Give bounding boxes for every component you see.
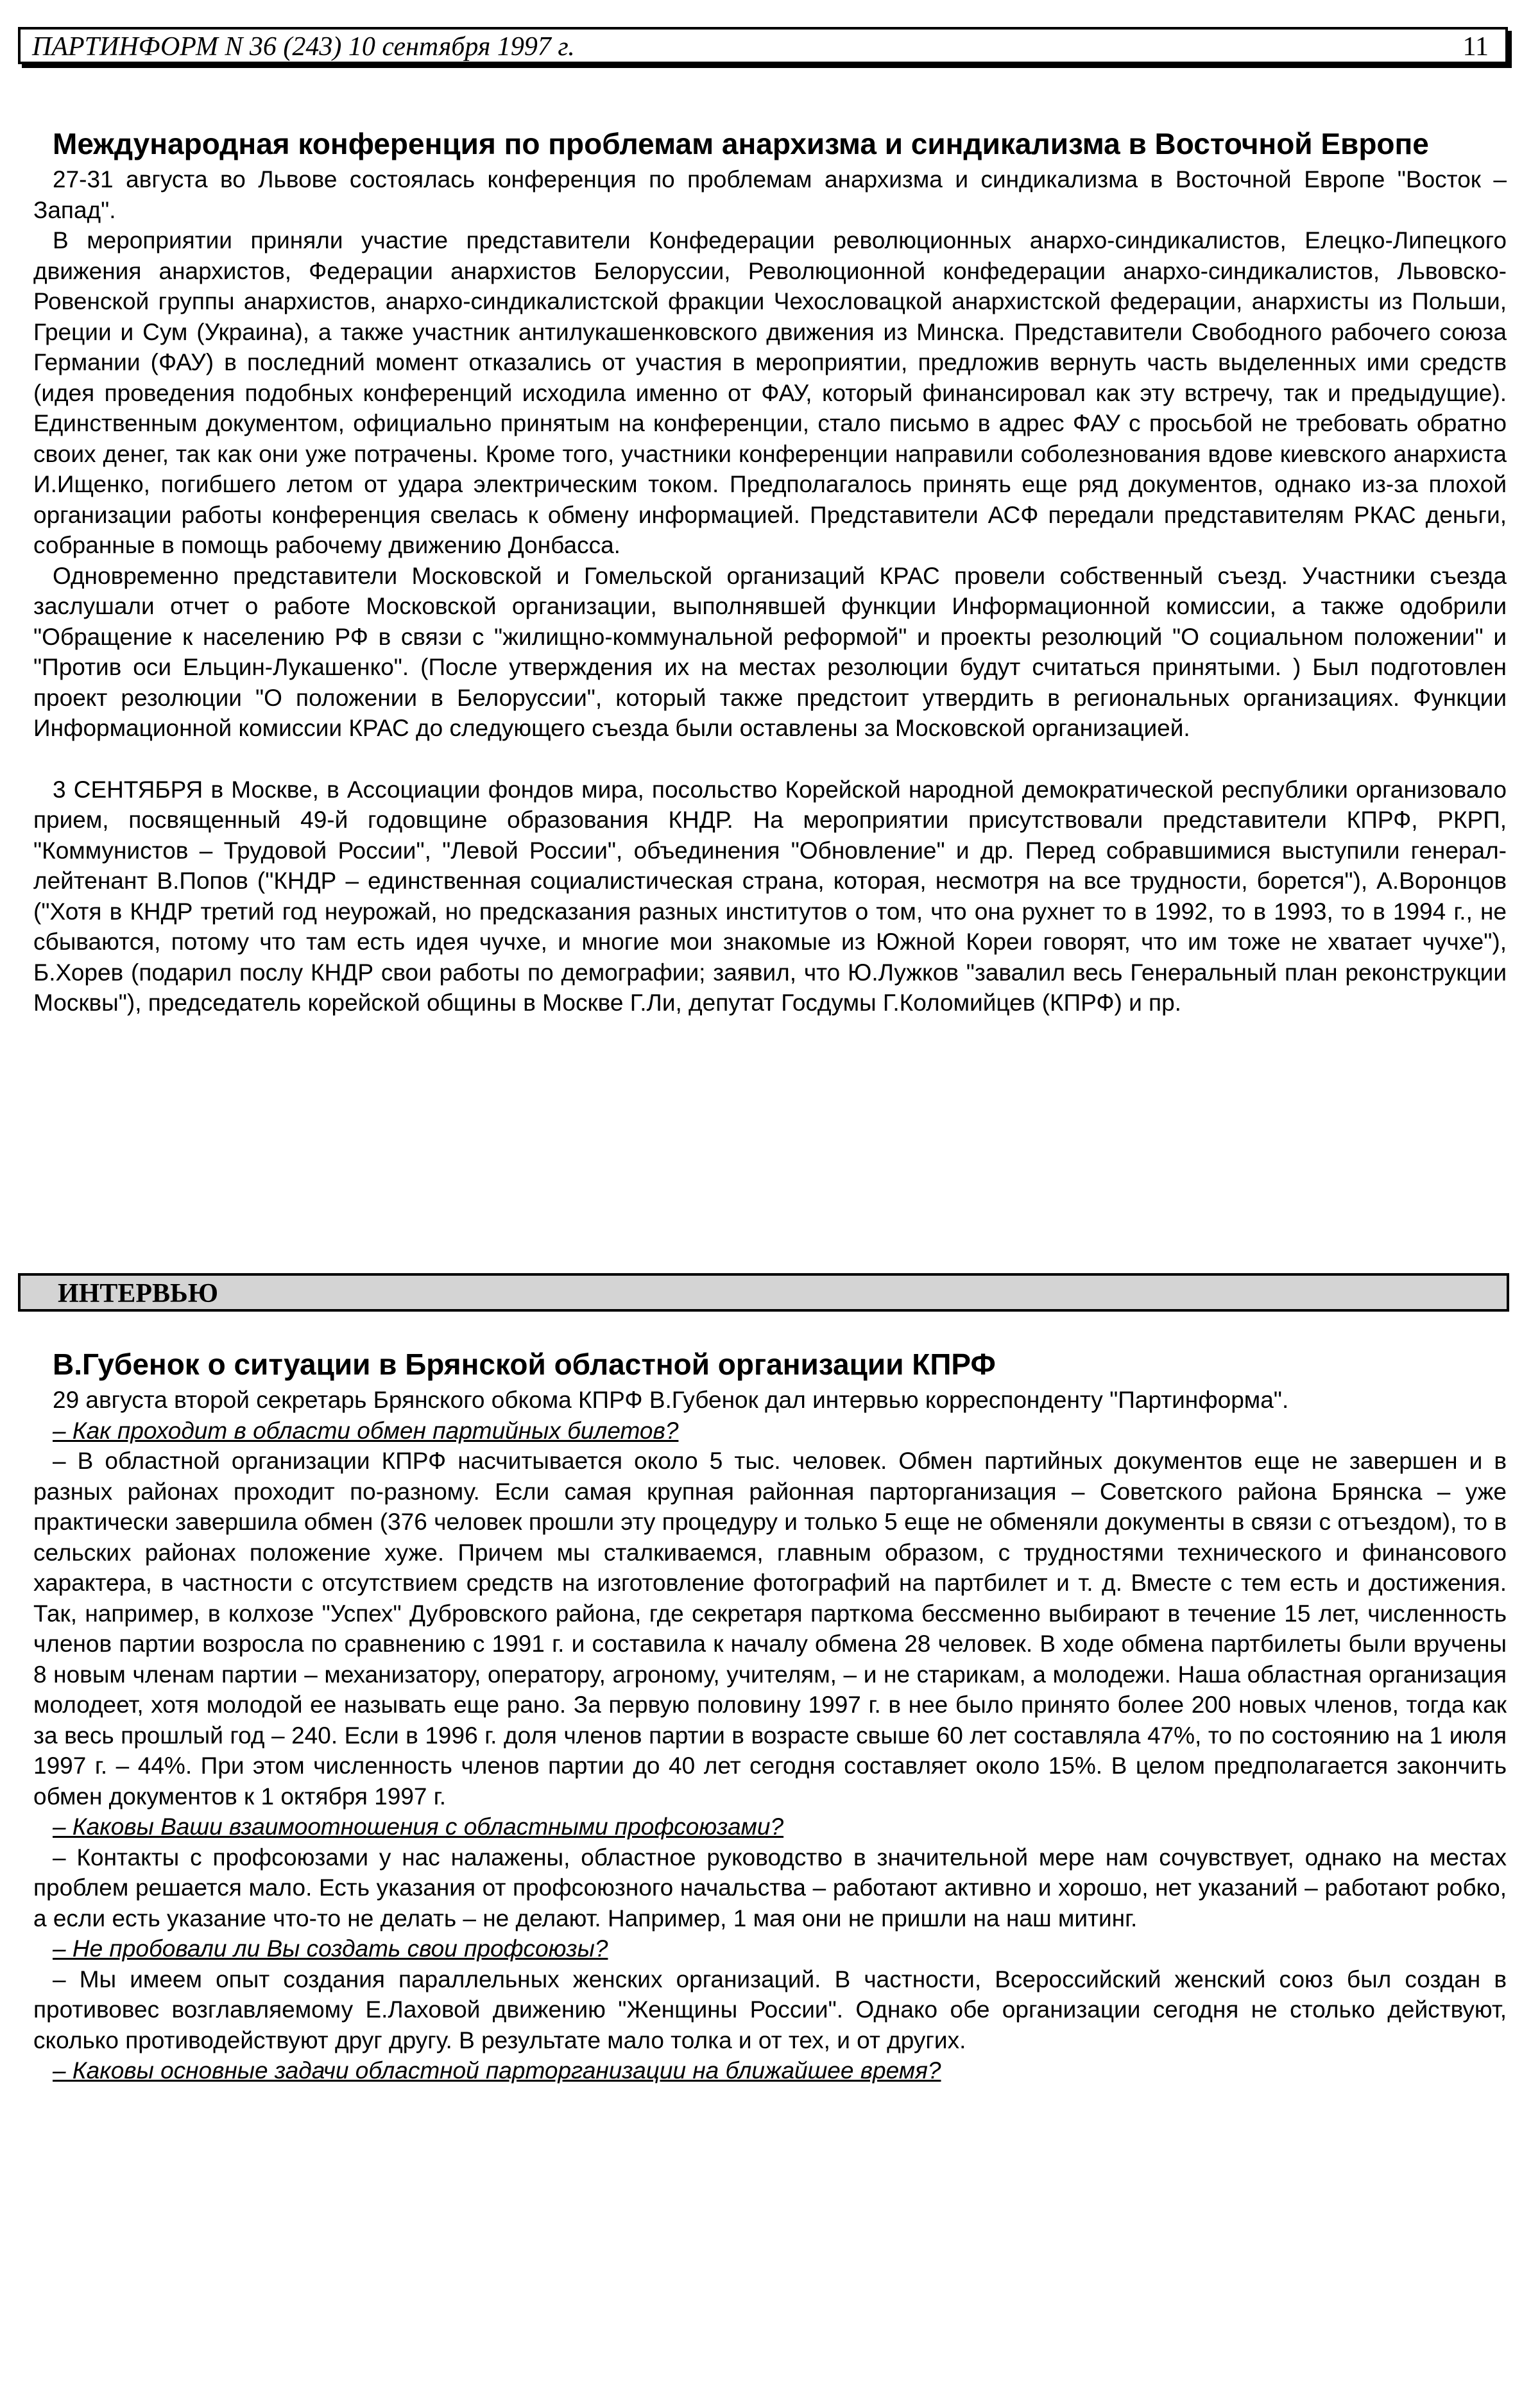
- article-paragraph: В мероприятии приняли участие представители Конфедерации революционных анархо-синдикалистов, Елецко-Липецкого движения анархистов, Федерации анархистов Белоруссии, Революционной конфедерации анархо-синдикалистов, Львовско-Ровенской группы анархистов, анархо-синдикалистской фракции Чехословацкой анархистской федерации, анархисты из Польши, Греции и Сум (Украина), а также участник антилукашенковского движения из Минска. Представители Свободного рабочего союза Германии (ФАУ) в последний момент отказались от участия в мероприятии, предложив вернуть часть выделенных ими средств (идея проведения подобных конференций исходила именно от ФАУ, который финансировал как эту встречу, так и предыдущие). Единственным документом, официально принятым на конференции, стало письмо в адрес ФАУ с просьбой не требовать обратно своих денег, так как они уже потрачены. Кроме того, участники конференции направили соболезнования вдове киевского анархиста И.Ищенко, погибшего летом от удара электрическим током. Предполагалось принять еще ряд документов, однако из-за плохой организации работы конференция свелась к обмену информацией. Представители АСФ передали представителям РКАС деньги, собранные в помощь рабочему движению Донбасса.: [33, 227, 1507, 558]
- page-number: 11: [1462, 32, 1489, 62]
- publication-title: ПАРТИНФОРМ N 36 (243) 10 сентября 1997 г.: [32, 32, 575, 62]
- interview-question: – Каковы Ваши взаимоотношения с областными профсоюзами?: [53, 1813, 784, 1840]
- interview-title: В.Губенок о ситуации в Брянской областной организации КПРФ: [53, 1348, 996, 1381]
- interview-question: – Не пробовали ли Вы создать свои профсоюзы?: [53, 1935, 608, 1962]
- interview-answer: – Контакты с профсоюзами у нас налажены, областное руководство в значительной мере нам сочувствует, однако на местах проблем решается мало. Есть указания от профсоюзного начальства – работают активно и хорошо, нет указаний – работают робко, а если есть указание что-то не делать – не делают. Например, 1 мая они не пришли на наш митинг.: [33, 1844, 1507, 1932]
- interview-answer: – В областной организации КПРФ насчитывается около 5 тыс. человек. Обмен партийных документов еще не завершен и в разных районах проходит по-разному. Если самая крупная районная парторганизация – Советского района Брянска – уже практически завершила обмен (376 человек прошли эту процедуру и только 5 еще не обменяли документы в связи с отъездом), то в сельских районах положение хуже. Причем мы сталкиваемся, главным образом, с трудностями технического и финансового характера, в частности с отсутствием средств на изготовление фотографий на партбилет и т. д. Вместе с тем есть и достижения. Так, например, в колхозе "Успех" Дубровского района, где секретаря парткома бессменно выбирают в течение 15 лет, численность членов партии возросла по сравнению с 1991 г. и составила к началу обмена 28 человек. В ходе обмена партбилеты были вручены 8 новым членам партии – механизатору, оператору, агроному, учителям, – и не старикам, а молодежи. Наша областная организация молодеет, хотя молодой ее называть еще рано. За первую половину 1997 г. в нее было принято более 200 новых членов, тогда как за весь прошлый год – 240. Если в 1996 г. доля членов партии в возрасте свыше 60 лет составляла 47%, то по состоянию на 1 июля 1997 г. – 44%. При этом численность членов партии до 40 лет сегодня составляет около 15%. В целом предполагается закончить обмен документов к 1 октября 1997 г.: [33, 1448, 1507, 1810]
- interview-question: – Каковы основные задачи областной парторганизации на ближайшее время?: [53, 2057, 941, 2084]
- interview-intro: 29 августа второй секретарь Брянского обкома КПРФ В.Губенок дал интервью корреспонденту "Партинформа".: [53, 1387, 1289, 1413]
- article-conference: [33, 126, 1507, 1018]
- interview-question: – Как проходит в области обмен партийных билетов?: [53, 1417, 679, 1444]
- section-header: [18, 1273, 1509, 1312]
- article-paragraph: 27-31 августа во Львове состоялась конференция по проблемам анархизма и синдикализма в Восточной Европе "Восток – Запад".: [33, 166, 1507, 223]
- spacer: [33, 744, 1507, 775]
- page-header: [18, 27, 1508, 64]
- article-title: Международная конференция по проблемам анархизма и синдикализма в Восточной Европе: [53, 127, 1429, 160]
- article-interview: [33, 1346, 1507, 2086]
- section-label: ИНТЕРВЬЮ: [58, 1279, 219, 1308]
- interview-answer: – Мы имеем опыт создания параллельных женских организаций. В частности, Всероссийский женский союз был создан в противовес возглавляемому Е.Лаховой движению "Женщины России". Однако обе организации сегодня не столько действуют, сколько противодействуют друг другу. В результате мало толка и от тех, и от других.: [33, 1966, 1507, 2053]
- article-paragraph: Одновременно представители Московской и Гомельской организаций КРАС провели собственный съезд. Участники съезда заслушали отчет о работе Московской организации, выполнявшей функции Информационной комиссии, а также одобрили "Обращение к населению РФ в связи с "жилищно-коммунальной реформой" и проекты резолюций "О социальном положении" и "Против оси Ельцин-Лукашенко". (После утверждения их на местах резолюции будут считаться принятыми. ) Был подготовлен проект резолюции "О положении в Белоруссии", который также предстоит утвердить в региональных организациях. Функции Информационной комиссии КРАС до следующего съезда были оставлены за Московской организацией.: [33, 562, 1507, 741]
- article-paragraph: 3 СЕНТЯБРЯ в Москве, в Ассоциации фондов мира, посольство Корейской народной демократической республики организовало прием, посвященный 49-й годовщине образования КНДР. На мероприятии присутствовали представители КПРФ, РКРП, "Коммунистов – Трудовой России", "Левой России", объединения "Обновление" и др. Перед собравшимися выступили генерал-лейтенант В.Попов ("КНДР – единственная социалистическая страна, которая, несмотря на все трудности, борется"), А.Воронцов ("Хотя в КНДР третий год неурожай, но предсказания разных институтов о том, что она рухнет то в 1992, то в 1993, то в 1994 г., не сбываются, потому что там есть идея чучхе, и многие мои знакомые из Южной Кореи говорят, что им тоже не хватает чучхе"), Б.Хорев (подарил послу КНДР свои работы по демографии; заявил, что Ю.Лужков "завалил весь Генеральный план реконструкции Москвы"), председатель корейской общины в Москве Г.Ли, депутат Госдумы Г.Коломийцев (КПРФ) и пр.: [33, 776, 1507, 1016]
